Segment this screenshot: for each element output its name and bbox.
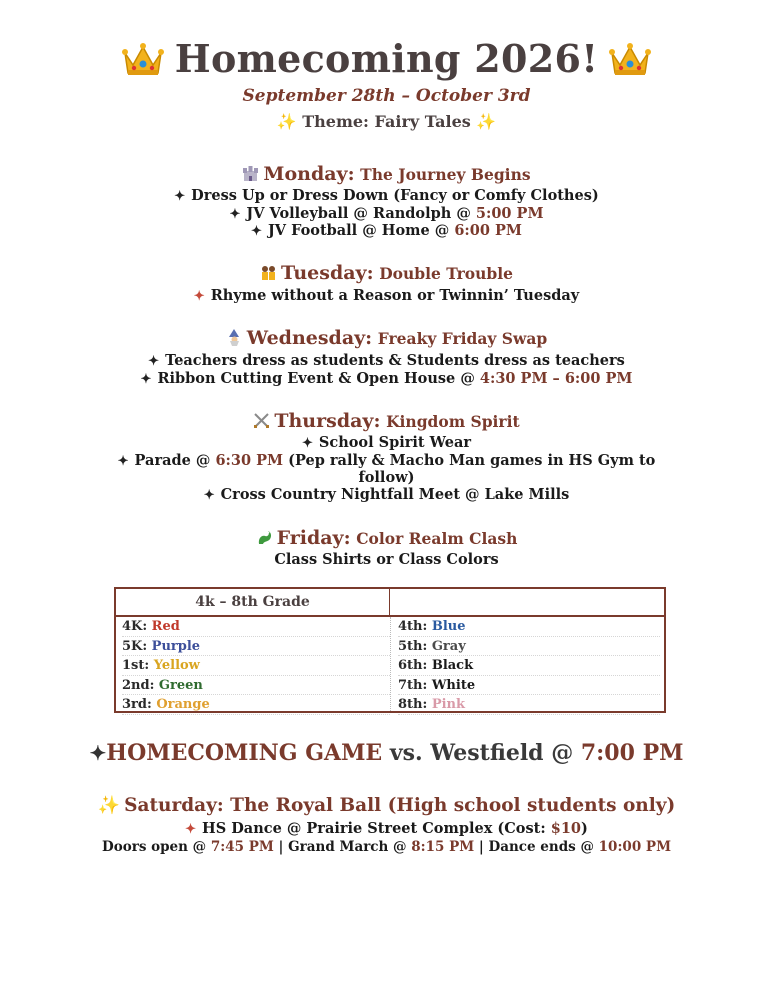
wednesday-line-1 xyxy=(0,352,773,369)
table-row xyxy=(122,656,390,676)
line-text: HS Dance @ Prairie Street Complex (Cost: xyxy=(202,820,551,837)
table-row xyxy=(398,617,660,637)
day-subtitle: Color Realm Clash xyxy=(356,529,518,548)
thursday-line-2 xyxy=(0,452,773,469)
grade-label: 5th: xyxy=(398,638,432,654)
table-divider xyxy=(390,617,391,711)
line-text: JV Volleyball @ Randolph @ xyxy=(246,205,476,222)
monday-line-2 xyxy=(0,205,773,222)
monday-line-1 xyxy=(0,187,773,204)
grade-label: 6th: xyxy=(398,658,432,674)
sparkle-bullet-icon: ✦ xyxy=(148,354,160,369)
thursday-line-1 xyxy=(0,434,773,451)
day-name: Wednesday: xyxy=(246,327,373,349)
day-subtitle: The Royal Ball (High school students only) xyxy=(230,795,676,816)
table-row xyxy=(398,676,660,696)
game-title: HOMECOMING GAME xyxy=(106,740,383,766)
thursday-line-3 xyxy=(0,486,773,503)
saturday-heading xyxy=(0,795,773,816)
dance-cost: $10 xyxy=(550,820,582,837)
event-time: 4:30 PM – 6:00 PM xyxy=(479,370,633,387)
grade-label: 7th: xyxy=(398,677,432,693)
class-color: Purple xyxy=(151,638,201,654)
sparkles-icon: ✨ xyxy=(97,795,121,816)
class-color: Blue xyxy=(431,619,466,634)
grade-label: 5K: xyxy=(122,638,152,654)
line-text: Ribbon Cutting Event & Open House @ xyxy=(157,370,480,387)
event-time: 7:45 PM xyxy=(210,839,274,855)
date-range: September 28th – October 3rd xyxy=(242,86,531,106)
grade-label: 3rd: xyxy=(122,697,157,713)
monday-heading xyxy=(0,163,773,185)
day-subtitle: Kingdom Spirit xyxy=(386,412,520,431)
sparkle-bullet-icon: ✦ xyxy=(140,372,152,387)
line-text: | Grand March @ xyxy=(273,839,412,855)
event-time: 6:30 PM xyxy=(215,452,284,469)
sparkle-bullet-icon: ✦ xyxy=(89,741,107,765)
sparkle-bullet-icon: ✦ xyxy=(251,224,262,239)
castle-icon xyxy=(242,165,259,182)
grade-label: 8th: xyxy=(398,697,432,713)
line-text: (Pep rally & Macho Man games in HS Gym to xyxy=(283,452,656,469)
friday-line-1: Class Shirts or Class Colors xyxy=(274,551,499,568)
dragon-icon xyxy=(256,529,273,546)
class-color: White xyxy=(431,677,476,693)
day-subtitle: Freaky Friday Swap xyxy=(377,329,548,348)
friday-heading xyxy=(0,527,773,549)
crown-icon xyxy=(121,39,165,79)
grade-label: 4th: xyxy=(398,619,432,634)
line-text: Parade @ xyxy=(134,452,216,469)
homecoming-game-line xyxy=(0,740,773,766)
game-opponent: vs. Westfield @ xyxy=(382,740,581,766)
class-color: Orange xyxy=(156,697,210,713)
event-time: 6:00 PM xyxy=(454,222,522,239)
table-row xyxy=(122,695,390,715)
table-column-left xyxy=(122,617,390,715)
table-row xyxy=(398,656,660,676)
title-row xyxy=(0,36,773,81)
event-time: 8:15 PM xyxy=(411,839,475,855)
line-text: ) xyxy=(581,820,588,837)
crossed-swords-icon xyxy=(253,412,270,429)
monday-line-3 xyxy=(0,222,773,239)
page-title: Homecoming 2026! xyxy=(174,36,599,81)
saturday-line-1 xyxy=(0,820,773,837)
line-text: JV Football @ Home @ xyxy=(267,222,455,239)
grade-label: 1st: xyxy=(122,658,154,674)
table-row xyxy=(398,637,660,657)
sparkle-bullet-icon: ✦ xyxy=(229,207,241,222)
sparkle-bullet-icon: ✦ xyxy=(174,189,186,204)
class-colors-table xyxy=(114,587,666,713)
grade-label: 4K: xyxy=(122,619,152,634)
theme-line xyxy=(0,112,773,131)
table-row xyxy=(122,637,390,657)
event-time: 5:00 PM xyxy=(475,205,544,222)
sparkle-bullet-icon: ✦ xyxy=(203,488,215,503)
thursday-line-2-cont: follow) xyxy=(358,469,415,486)
sparkle-bullet-icon: ✦ xyxy=(193,289,205,304)
sparkles-icon: ✨ xyxy=(276,112,297,131)
table-header-row xyxy=(116,589,664,617)
saturday-schedule xyxy=(0,839,773,855)
class-color: Gray xyxy=(431,638,466,654)
wednesday-line-2 xyxy=(0,370,773,387)
class-color: Red xyxy=(151,619,180,634)
day-name: Thursday: xyxy=(274,410,381,432)
tuesday-heading xyxy=(0,262,773,284)
sparkle-bullet-icon: ✦ xyxy=(301,436,313,451)
table-row xyxy=(122,617,390,637)
twins-icon xyxy=(260,264,277,281)
grade-label: 2nd: xyxy=(122,677,159,693)
day-name: Tuesday: xyxy=(280,262,374,284)
crown-icon xyxy=(608,39,652,79)
class-color: Pink xyxy=(431,697,466,713)
day-name: Saturday: xyxy=(124,795,224,816)
game-time: 7:00 PM xyxy=(580,740,684,766)
day-subtitle: The Journey Begins xyxy=(360,165,531,184)
day-name: Friday: xyxy=(276,527,351,549)
sparkles-icon: ✨ xyxy=(476,112,497,131)
day-subtitle: Double Trouble xyxy=(379,264,514,283)
line-text: | Dance ends @ xyxy=(474,839,599,855)
class-color: Black xyxy=(431,658,474,674)
wizard-icon xyxy=(226,329,243,346)
sparkle-bullet-icon: ✦ xyxy=(185,822,197,837)
table-header: 4k – 8th Grade xyxy=(116,589,390,615)
class-color: Green xyxy=(158,677,203,693)
line-text: Dress Up or Dress Down (Fancy or Comfy Clothes) xyxy=(191,187,599,204)
theme-text: Theme: Fairy Tales xyxy=(302,112,471,131)
line-text: School Spirit Wear xyxy=(318,434,472,451)
table-row xyxy=(398,695,660,715)
tuesday-line-1 xyxy=(0,287,773,304)
table-column-right xyxy=(398,617,660,715)
thursday-heading xyxy=(0,410,773,432)
line-text: Teachers dress as students & Students dress as teachers xyxy=(165,352,625,369)
class-color: Yellow xyxy=(153,658,200,674)
event-time: 10:00 PM xyxy=(598,839,672,855)
table-row xyxy=(122,676,390,696)
line-text: Doors open @ xyxy=(101,839,211,855)
line-text: Rhyme without a Reason or Twinnin’ Tuesday xyxy=(210,287,580,304)
sparkle-bullet-icon: ✦ xyxy=(117,454,129,469)
wednesday-heading xyxy=(0,327,773,349)
day-name: Monday: xyxy=(263,163,355,185)
line-text: Cross Country Nightfall Meet @ Lake Mills xyxy=(220,486,570,503)
